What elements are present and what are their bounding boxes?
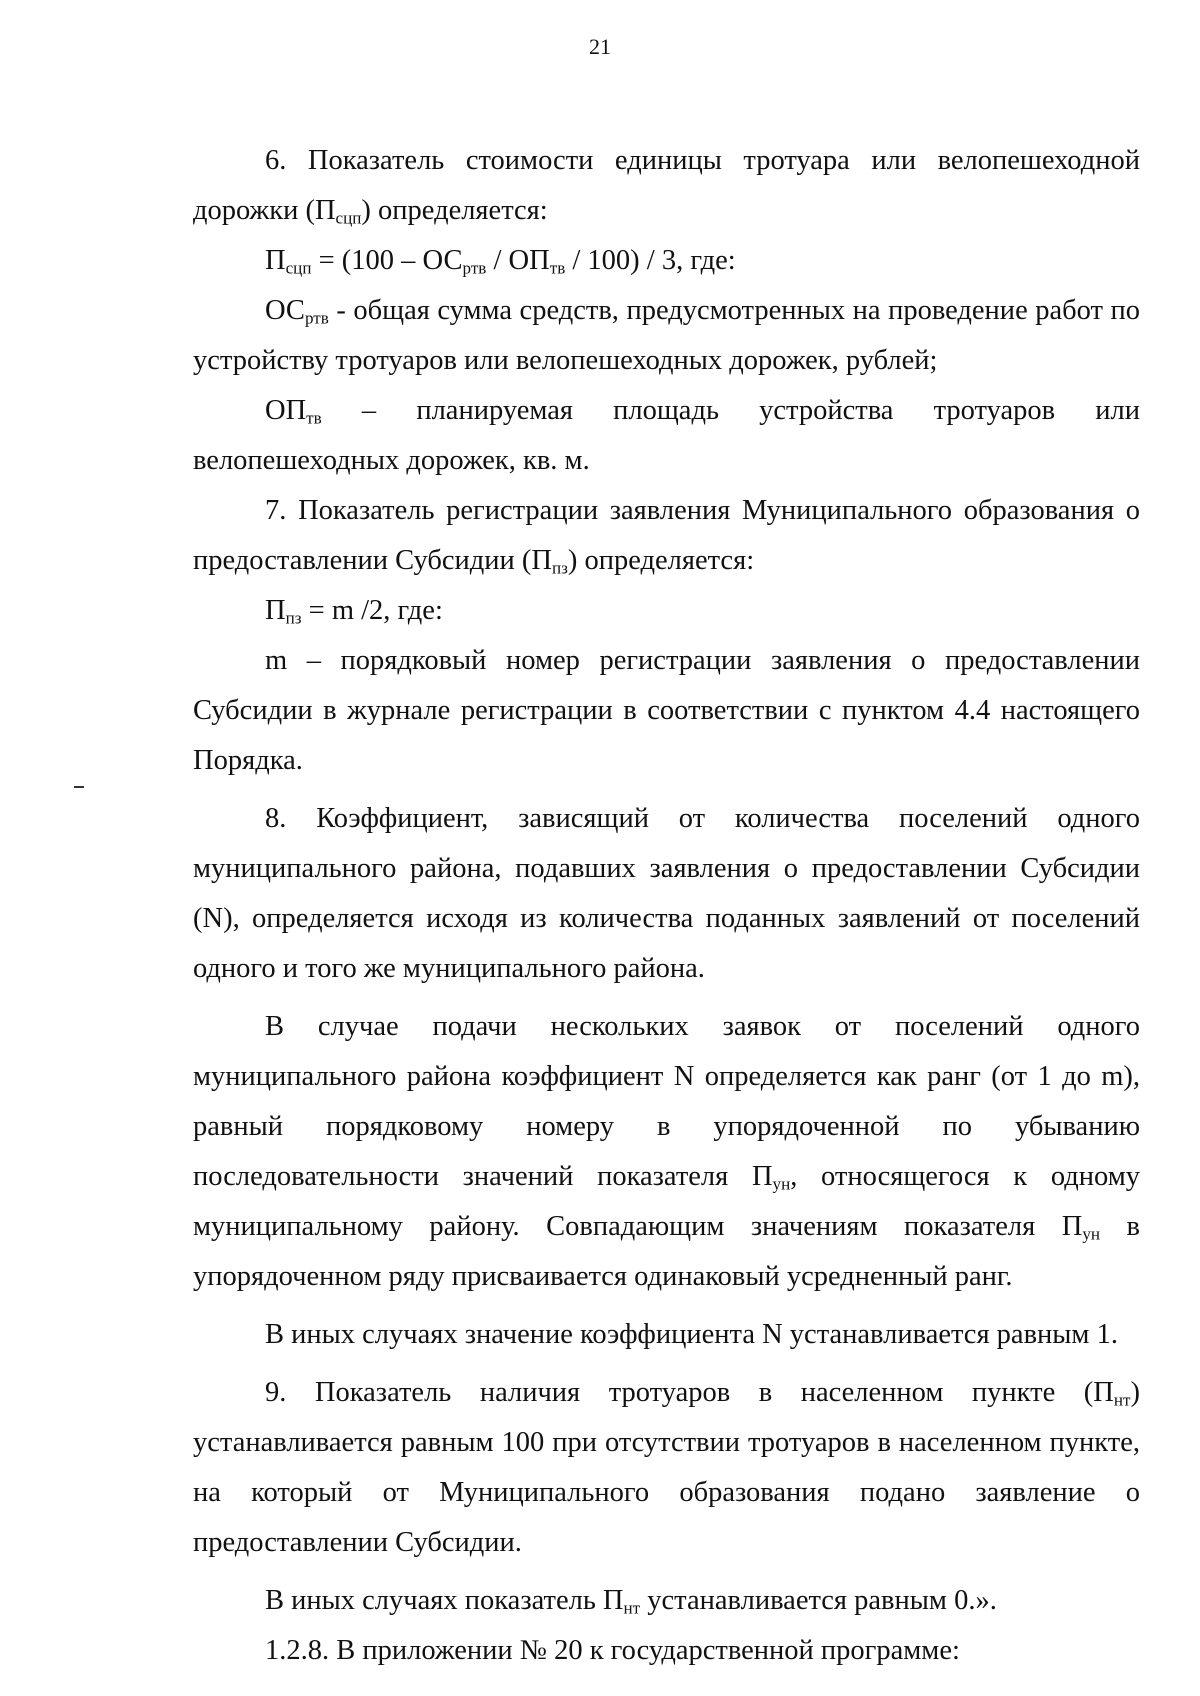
section-1-2-8: 1.2.8. В приложении № 20 к государственной программе: xyxy=(265,1635,960,1666)
formula-p-scp: $П_{сцп} = (100 - ОС_{ртв} / ОП_{тв} / 100) / 3$, где: xyxy=(265,245,736,278)
definition-op-tv-line-1: $ОП_{тв}$ – планируемая площадь устройства тротуаров или xyxy=(265,395,1140,428)
item-9-otherwise: В иных случаях показатель $П_{нт}$ устанавливается равным 0.». xyxy=(265,1585,997,1618)
document-body xyxy=(193,136,1140,1676)
definition-op-tv-line-2: велопешеходных дорожек, кв. м. xyxy=(193,445,590,476)
item-8-rank-paragraph: В случае подачи нескольких заявок от поселений одного муниципального района коэффициент N определяется как ранг (от 1 до m), равный порядковому номеру в упорядоченной по убыванию последовательности значений показателя $П_{ун}$, относящегося к одному муниципальному району. Совпадающим значениям показателя $П_{ун}$ в упорядоченном ряду присваивается одинаковый усредненный ранг. xyxy=(193,1011,1140,1292)
definition-os-rtv: $ОС_{ртв}$ - общая сумма средств, предусмотренных на проведение работ по устройству тротуаров или велопешеходных дорожек, рублей; xyxy=(193,295,1140,376)
item-8-otherwise: В иных случаях значение коэффициента N устанавливается равным 1. xyxy=(265,1319,1118,1350)
formula-p-pz: $П_{пз} = m$ /2, где: xyxy=(265,595,443,628)
item-6-line-2: дорожки $(П_{сцп})$ определяется: xyxy=(193,195,548,228)
item-9: 9. Показатель наличия тротуаров в населенном пункте $(П_{нт})$ устанавливается равным 100 при отсутствии тротуаров в населенном пункте, на который от Муниципального образования подано заявление о предоставлении Субсидии. xyxy=(193,1377,1140,1558)
item-6-line-1: 6. Показатель стоимости единицы тротуара или велопешеходной xyxy=(265,145,1140,176)
margin-mark xyxy=(74,786,84,788)
item-8: 8. Коэффициент, зависящий от количества поселений одного муниципального района, подавших заявления о предоставлении Субсидии (N), определяется исходя из количества поданных заявлений от поселений одного и того же муниципального района. xyxy=(193,803,1140,984)
definition-m: m – порядковый номер регистрации заявления о предоставлении Субсидии в журнале регистрации в соответствии с пунктом 4.4 настоящего Порядка. xyxy=(193,645,1140,776)
item-7: 7. Показатель регистрации заявления Муниципального образования о предоставлении Субсидии $(П_{пз})$ определяется: xyxy=(193,495,1140,578)
page-number: 21 xyxy=(589,34,611,59)
